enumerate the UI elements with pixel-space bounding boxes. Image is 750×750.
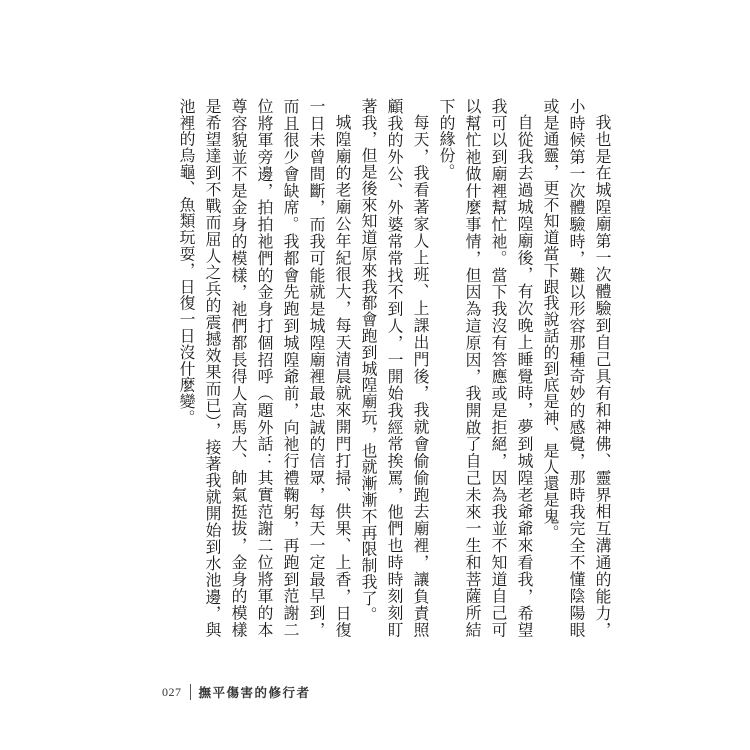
vertical-body-text [135, 98, 615, 638]
paragraph-3: 每天，我看著家人上班、上課出門後，我就會偷偷跑去廟裡，讓負責照顧我的外公、外婆常常找不到人，一開始我經常挨罵，他們也時時刻刻盯著我，但是後來知道原來我都會跑到城隍廟玩，也就漸漸不再限制我了。 [359, 98, 430, 638]
paragraph-2: 自從我去過城隍廟後，有次晚上睡覺時，夢到城隍老爺爺來看我，希望我可以到廟裡幫忙祂。當下我沒有答應或是拒絕，因為我並不知道自己可以幫忙祂做什麼事情，但因為這原因，我開啟了自己未來一生和菩薩所結下的緣份。 [437, 98, 534, 638]
book-title: 撫平傷害的修行者 [198, 685, 311, 700]
page-footer [162, 683, 311, 701]
paragraph-4: 城隍廟的老廟公年紀很大，每天清晨就來開門打掃、供果、上香，日復一日未曾間斷，而我可能就是城隍廟裡最忠誠的信眾，每天一定最早到，而且很少會缺席。我都會先跑到城隍爺前，向祂行禮鞠躬，再跑到范謝二位將軍旁邊，拍拍祂們的金身打個招呼（題外話：其實范謝二位將軍的本尊容貌並不是金身的模樣，祂們都長得人高馬大、帥氣挺拔，金身的模樣是希望達到不戰而屈人之兵的震撼效果而已），接著我就開始到水池邊，與池裡的烏龜、魚類玩耍，日復一日沒什麼變。 [177, 98, 352, 638]
page-number: 027 [162, 684, 182, 699]
paragraph-1: 我也是在城隍廟第一次體驗到自己具有和神佛、靈界相互溝通的能力，小時候第一次體驗時，難以形容那種奇妙的感覺，那時我完全不懂陰陽眼或是通靈，更不知道當下跟我說話的到底是神、是人還是鬼。 [541, 98, 612, 638]
footer-divider [190, 684, 191, 700]
